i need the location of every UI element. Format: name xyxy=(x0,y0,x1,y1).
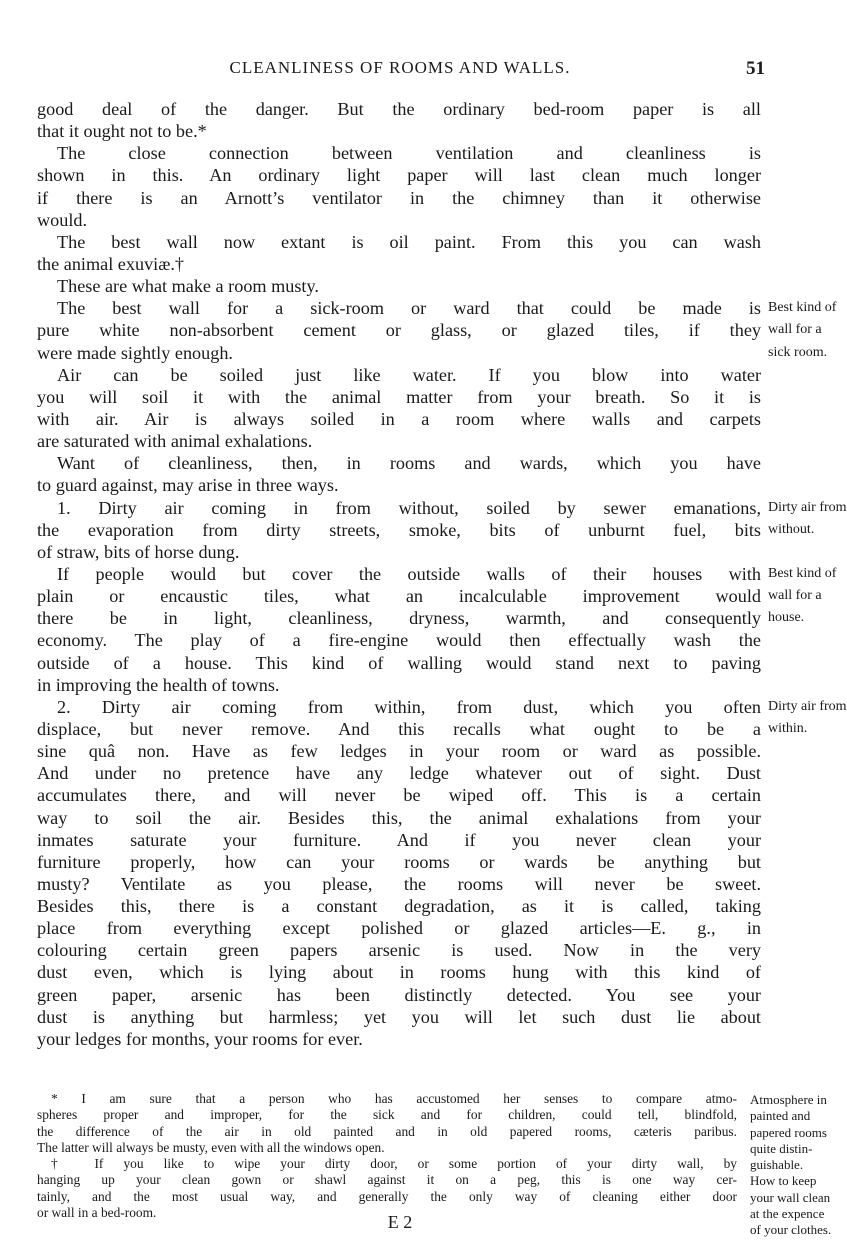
page-header xyxy=(0,58,800,82)
body-line: The best wall for a sick-room or ward that could be made is Best kind of xyxy=(57,298,837,319)
body-line: there be in light, cleanliness, dryness, warmth, and consequently house. xyxy=(37,608,805,629)
margin-note: Dirty air from xyxy=(768,499,847,515)
body-line: outside of a house. This kind of walling would stand next to paving xyxy=(37,652,761,673)
body-line: green paper, arsenic has been distinctly detected. You see your xyxy=(37,984,761,1005)
body-line: plain or encaustic tiles, what an incalculable improvement would wall for a xyxy=(37,586,822,607)
footnote-line: The latter will always be musty, even with all the windows open. quite distin- xyxy=(37,1139,813,1156)
footnote-margin-note: How to keep xyxy=(750,1173,817,1189)
body-line: with air. Air is always soiled in a room where walls and carpets xyxy=(37,408,761,429)
footnote-line: the difference of the air in old painted and in old papered rooms, cæteris paribus. papered rooms xyxy=(37,1123,827,1140)
footnote-margin-note: papered rooms xyxy=(750,1124,827,1140)
footnote-margin-note: guishable. xyxy=(750,1157,804,1173)
body-line: if there is an Arnott’s ventilator in the chimney than it otherwise xyxy=(37,187,761,208)
body-line: were made sightly enough. sick room. xyxy=(37,342,828,363)
body-line: 2. Dirty air coming from within, from dust, which you often Dirty air from xyxy=(57,696,847,717)
body-line: Besides this, there is a constant degradation, as it is called, taking xyxy=(37,896,761,917)
body-line: way to soil the air. Besides this, the animal exhalations from your xyxy=(37,807,761,828)
margin-note: Best kind of xyxy=(768,300,837,316)
running-head: CLEANLINESS OF ROOMS AND WALLS. xyxy=(229,58,571,77)
body-line: furniture properly, how can your rooms or wards be anything but xyxy=(37,851,761,872)
footnote-line: † If you like to wipe your dirty door, or some portion of your dirty wall, by guishable. xyxy=(51,1156,804,1173)
body-line: sine quâ non. Have as few ledges in your room or ward as possible. xyxy=(37,741,761,762)
body-line: the animal exuviæ.† xyxy=(37,253,184,274)
body-line: These are what make a room musty. xyxy=(57,276,319,297)
margin-note: wall for a xyxy=(768,588,822,604)
footnote-line: or wall in a bed-room. at the expence xyxy=(37,1205,825,1222)
body-line: economy. The play of a fire-engine would then effectually wash the xyxy=(37,630,761,651)
body-line: Want of cleanliness, then, in rooms and wards, which you have xyxy=(57,453,761,474)
body-line: musty? Ventilate as you please, the rooms will never be sweet. xyxy=(37,873,761,894)
footnote-margin-note: at the expence xyxy=(750,1206,825,1222)
margin-note: Dirty air from xyxy=(768,698,847,714)
body-line: in improving the health of towns. xyxy=(37,674,280,695)
footnote-line: tainly, and the most usual way, and generally the only way of cleaning either door your wall clean xyxy=(37,1188,831,1205)
margin-note: wall for a xyxy=(768,322,822,338)
body-line: are saturated with animal exhalations. xyxy=(37,431,313,452)
margin-note: within. xyxy=(768,720,808,736)
body-text xyxy=(37,98,847,1050)
margin-note: sick room. xyxy=(768,344,828,360)
body-line: displace, but never remove. And this recalls what ought to be a within. xyxy=(37,718,808,739)
margin-note: without. xyxy=(768,521,815,537)
body-line: pure white non-absorbent cement or glass, or glazed tiles, if they wall for a xyxy=(37,320,822,341)
page-number: 51 xyxy=(746,58,765,79)
footnote-margin-note: quite distin- xyxy=(750,1140,813,1156)
footnote-line: spheres proper and improper, for the sick and for children, could tell, blindfold, painted and xyxy=(37,1107,811,1124)
body-line: to guard against, may arise in three ways. xyxy=(37,475,339,496)
footnote-margin-note: your wall clean xyxy=(750,1189,831,1205)
body-line: The best wall now extant is oil paint. From this you can wash xyxy=(57,231,761,252)
body-line: colouring certain green papers arsenic is used. Now in the very xyxy=(37,940,761,961)
body-line: 1. Dirty air coming in from without, soiled by sewer emanations, Dirty air from xyxy=(57,497,847,518)
footnote-margin-note: Atmosphere in xyxy=(750,1092,827,1107)
body-line: accumulates there, and will never be wiped off. This is a certain xyxy=(37,785,761,806)
body-line: that it ought not to be.* xyxy=(37,121,207,142)
signature-mark: E 2 xyxy=(387,1212,413,1232)
body-line: would. xyxy=(37,209,88,230)
body-line: place from everything except polished or glazed articles—E. g., in xyxy=(37,918,761,939)
body-line: the evaporation from dirty streets, smoke, bits of unburnt fuel, bits without. xyxy=(37,519,815,540)
margin-note: house. xyxy=(768,610,805,626)
body-line: If people would but cover the outside walls of their houses with Best kind of xyxy=(57,563,837,584)
body-line: And under no pretence have any ledge whatever out of sight. Dust xyxy=(37,763,761,784)
body-line: inmates saturate your furniture. And if you never clean your xyxy=(37,829,761,850)
footnote-line: hanging up your clean gown or shawl against it on a peg, this is one way cer- How to keep xyxy=(37,1172,817,1189)
body-line: dust even, which is lying about in rooms hung with this kind of xyxy=(37,962,761,983)
body-line: The close connection between ventilation and cleanliness is xyxy=(57,143,761,164)
footnote-line: * I am sure that a person who has accustomed her senses to compare atmo- Atmosphere in xyxy=(51,1091,827,1107)
margin-note: Best kind of xyxy=(768,565,837,581)
body-line: shown in this. An ordinary light paper will last clean much longer xyxy=(37,165,761,186)
body-line: your ledges for months, your rooms for ever. xyxy=(37,1028,363,1049)
body-line: good deal of the danger. But the ordinary bed-room paper is all xyxy=(37,99,761,119)
body-line: of straw, bits of horse dung. xyxy=(37,541,240,562)
body-line: you will soil it with the animal matter from your breath. So it is xyxy=(37,386,761,407)
body-line: dust is anything but harmless; yet you will let such dust lie about xyxy=(37,1006,761,1027)
footnote-margin-note: painted and xyxy=(750,1108,811,1124)
footnote-margin-note: of your clothes. xyxy=(750,1222,832,1238)
body-line: Air can be soiled just like water. If you blow into water xyxy=(57,364,761,385)
